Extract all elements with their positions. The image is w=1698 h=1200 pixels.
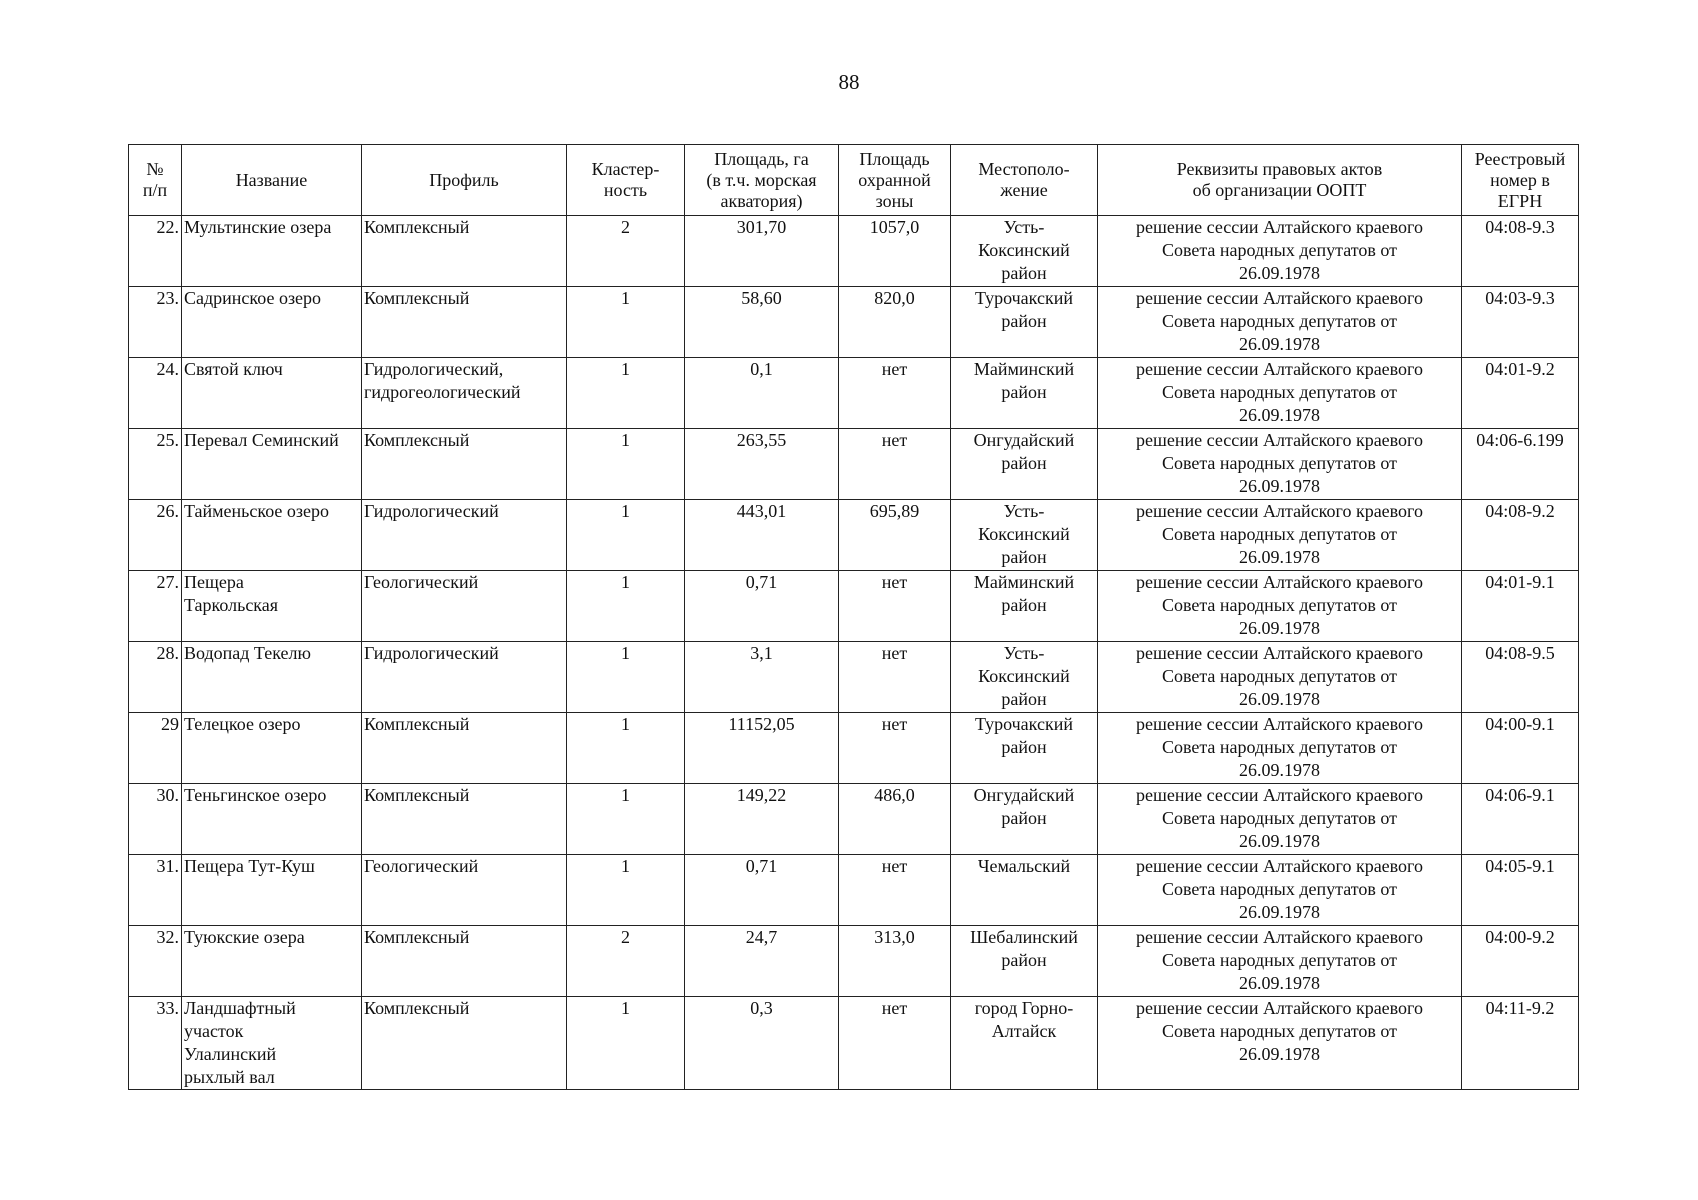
cell-profile-line: Гидрологический: [364, 643, 499, 663]
cell-name-line: Мультинские озера: [184, 217, 332, 237]
header-line: номер в: [1490, 169, 1550, 190]
cell-name-line: участок: [184, 1021, 244, 1041]
cell-name: [182, 287, 362, 358]
cell-profile-line: Комплексный: [364, 430, 470, 450]
cell-location-line: район: [1001, 453, 1047, 473]
cell-acts-line: Совета народных депутатов от: [1161, 1021, 1398, 1041]
header-line: охранной: [858, 169, 931, 190]
cell-profile: [362, 855, 567, 926]
cell-acts-line: решение сессии Алтайского краевого: [1136, 643, 1423, 663]
cell-acts-line: Совета народных депутатов от: [1161, 240, 1398, 260]
table-row: [129, 429, 1579, 500]
cell-acts: [1098, 997, 1462, 1090]
cell-acts-line: решение сессии Алтайского краевого: [1136, 430, 1423, 450]
cell-acts-line: решение сессии Алтайского краевого: [1136, 785, 1423, 805]
cell-cluster: 1: [567, 713, 685, 784]
cell-num: 27.: [129, 571, 182, 642]
header-col-profile: [362, 145, 567, 216]
cell-acts-line: Совета народных депутатов от: [1161, 382, 1398, 402]
cell-zone: нет: [839, 713, 951, 784]
header-line: жение: [1000, 180, 1048, 200]
table-body: [129, 216, 1579, 1090]
cell-acts: [1098, 358, 1462, 429]
header-line: Площадь: [859, 148, 930, 169]
cell-cluster: 1: [567, 358, 685, 429]
cell-cluster: 1: [567, 571, 685, 642]
cell-location: [951, 713, 1098, 784]
cell-acts-line: 26.09.1978: [1239, 831, 1320, 851]
cell-location: [951, 997, 1098, 1090]
cell-name-line: Ландшафтный: [184, 998, 296, 1018]
cell-registry: 04:11-9.2: [1462, 997, 1579, 1090]
cell-registry: 04:06-9.1: [1462, 784, 1579, 855]
table-row: [129, 713, 1579, 784]
cell-location: [951, 358, 1098, 429]
header-line: Название: [235, 169, 308, 190]
cell-location: [951, 642, 1098, 713]
cell-name-line: Перевал Семинский: [184, 430, 339, 450]
cell-location-line: Усть-: [1003, 217, 1045, 237]
cell-area: 301,70: [685, 216, 839, 287]
cell-acts-line: решение сессии Алтайского краевого: [1136, 927, 1423, 947]
cell-acts: [1098, 642, 1462, 713]
cell-registry: 04:06-6.199: [1462, 429, 1579, 500]
header-line: Реквизиты правовых актов: [1176, 159, 1383, 179]
cell-profile: [362, 713, 567, 784]
cell-num: 25.: [129, 429, 182, 500]
cell-num: 32.: [129, 926, 182, 997]
cell-registry: 04:05-9.1: [1462, 855, 1579, 926]
cell-profile-line: Комплексный: [364, 998, 470, 1018]
cell-acts: [1098, 713, 1462, 784]
cell-area: 58,60: [685, 287, 839, 358]
cell-location-line: Коксинский: [978, 666, 1070, 686]
header-col-registry: [1462, 145, 1579, 216]
cell-location: [951, 855, 1098, 926]
cell-acts-line: 26.09.1978: [1239, 476, 1320, 496]
cell-cluster: 1: [567, 642, 685, 713]
table-row: [129, 358, 1579, 429]
header-row: [129, 145, 1579, 216]
cell-registry: 04:00-9.2: [1462, 926, 1579, 997]
cell-name: [182, 429, 362, 500]
cell-cluster: 1: [567, 997, 685, 1090]
header-line: п/п: [142, 180, 168, 200]
cell-registry: 04:08-9.5: [1462, 642, 1579, 713]
cell-acts-line: Совета народных депутатов от: [1161, 666, 1398, 686]
cell-acts-line: 26.09.1978: [1239, 547, 1320, 567]
cell-area: 0,71: [685, 571, 839, 642]
cell-num: 23.: [129, 287, 182, 358]
cell-name: [182, 571, 362, 642]
cell-name-line: Пещера Тут-Куш: [184, 856, 315, 876]
cell-acts-line: решение сессии Алтайского краевого: [1136, 288, 1423, 308]
table-row: [129, 571, 1579, 642]
header-line: зоны: [875, 190, 914, 211]
cell-profile-line: гидрогеологический: [364, 382, 521, 402]
cell-name-line: Телецкое озеро: [184, 714, 301, 734]
cell-name-line: Тайменьское озеро: [184, 501, 330, 521]
cell-profile-line: Комплексный: [364, 714, 470, 734]
cell-area: 3,1: [685, 642, 839, 713]
cell-location-line: Майминский: [973, 572, 1075, 592]
header-col-zone: [839, 145, 951, 216]
cell-location-line: Коксинский: [978, 524, 1070, 544]
cell-profile: [362, 358, 567, 429]
cell-profile: [362, 571, 567, 642]
cell-location-line: район: [1001, 595, 1047, 615]
header-line: ность: [603, 180, 648, 200]
cell-acts: [1098, 287, 1462, 358]
header-line: №: [146, 159, 164, 179]
cell-name-line: Святой ключ: [184, 359, 283, 379]
cell-profile: [362, 500, 567, 571]
cell-acts-line: 26.09.1978: [1239, 618, 1320, 638]
cell-acts-line: 26.09.1978: [1239, 973, 1320, 993]
cell-cluster: 1: [567, 287, 685, 358]
cell-acts-line: 26.09.1978: [1239, 689, 1320, 709]
cell-acts-line: 26.09.1978: [1239, 263, 1320, 283]
cell-zone: 820,0: [839, 287, 951, 358]
cell-name-line: Туюкские озера: [184, 927, 305, 947]
cell-location-line: Онгудайский: [973, 785, 1075, 805]
cell-name-line: Улалинский: [184, 1044, 277, 1064]
cell-name: [182, 997, 362, 1090]
cell-name: [182, 713, 362, 784]
header-line: Площадь, га: [714, 148, 809, 169]
cell-num: 33.: [129, 997, 182, 1090]
cell-location-line: Усть-: [1003, 501, 1045, 521]
cell-area: 24,7: [685, 926, 839, 997]
cell-profile: [362, 287, 567, 358]
cell-acts-line: решение сессии Алтайского краевого: [1136, 572, 1423, 592]
cell-location-line: район: [1001, 808, 1047, 828]
header-line: Реестровый: [1474, 148, 1566, 169]
cell-location: [951, 216, 1098, 287]
header-line: Профиль: [429, 169, 499, 190]
table-row: [129, 500, 1579, 571]
cell-profile: [362, 429, 567, 500]
cell-name: [182, 784, 362, 855]
cell-acts-line: Совета народных депутатов от: [1161, 879, 1398, 899]
table-row: [129, 926, 1579, 997]
cell-profile: [362, 926, 567, 997]
cell-acts-line: решение сессии Алтайского краевого: [1136, 714, 1423, 734]
cell-name-line: Садринское озеро: [184, 288, 322, 308]
cell-acts: [1098, 571, 1462, 642]
cell-location-line: район: [1001, 950, 1047, 970]
cell-name-line: рыхлый вал: [184, 1067, 275, 1087]
cell-num: 31.: [129, 855, 182, 926]
header-line: ЕГРН: [1497, 190, 1543, 211]
cell-num: 26.: [129, 500, 182, 571]
cell-location: [951, 500, 1098, 571]
cell-name: [182, 642, 362, 713]
cell-acts-line: 26.09.1978: [1239, 334, 1320, 354]
cell-area: 149,22: [685, 784, 839, 855]
cell-acts-line: Совета народных депутатов от: [1161, 453, 1398, 473]
cell-area: 11152,05: [685, 713, 839, 784]
cell-acts: [1098, 429, 1462, 500]
cell-acts-line: 26.09.1978: [1239, 1044, 1320, 1064]
cell-location-line: район: [1001, 311, 1047, 331]
cell-area: 0,71: [685, 855, 839, 926]
cell-acts-line: Совета народных депутатов от: [1161, 311, 1398, 331]
cell-acts: [1098, 500, 1462, 571]
cell-acts: [1098, 855, 1462, 926]
cell-zone: нет: [839, 429, 951, 500]
table-row: [129, 997, 1579, 1090]
cell-zone: нет: [839, 358, 951, 429]
cell-acts-line: Совета народных депутатов от: [1161, 595, 1398, 615]
header-line: об организации ООПТ: [1192, 180, 1367, 200]
cell-zone: нет: [839, 855, 951, 926]
cell-num: 22.: [129, 216, 182, 287]
cell-location: [951, 429, 1098, 500]
cell-acts-line: решение сессии Алтайского краевого: [1136, 998, 1423, 1018]
cell-name: [182, 500, 362, 571]
header-col-name: [182, 145, 362, 216]
cell-zone: 486,0: [839, 784, 951, 855]
cell-location-line: Шебалинский: [970, 927, 1078, 947]
cell-area: 0,1: [685, 358, 839, 429]
page-number: 88: [838, 70, 860, 94]
cell-acts-line: 26.09.1978: [1239, 760, 1320, 780]
cell-cluster: 1: [567, 784, 685, 855]
cell-name: [182, 855, 362, 926]
table-row: [129, 784, 1579, 855]
cell-cluster: 1: [567, 429, 685, 500]
table-header: [129, 145, 1579, 216]
cell-registry: 04:00-9.1: [1462, 713, 1579, 784]
cell-location-line: район: [1001, 547, 1047, 567]
cell-profile: [362, 997, 567, 1090]
cell-location-line: Чемальский: [977, 856, 1071, 876]
table-row: [129, 287, 1579, 358]
header-line: Кластер-: [591, 159, 660, 179]
cell-acts-line: Совета народных депутатов от: [1161, 808, 1398, 828]
cell-acts-line: решение сессии Алтайского краевого: [1136, 359, 1423, 379]
cell-registry: 04:08-9.3: [1462, 216, 1579, 287]
cell-profile-line: Комплексный: [364, 217, 470, 237]
cell-zone: нет: [839, 571, 951, 642]
cell-name: [182, 216, 362, 287]
cell-cluster: 2: [567, 216, 685, 287]
header-line: (в т.ч. морская: [706, 169, 817, 190]
cell-zone: 313,0: [839, 926, 951, 997]
cell-location-line: район: [1001, 737, 1047, 757]
cell-cluster: 2: [567, 926, 685, 997]
cell-name-line: Теньгинское озеро: [184, 785, 327, 805]
cell-location-line: Коксинский: [978, 240, 1070, 260]
cell-profile: [362, 784, 567, 855]
cell-acts-line: Совета народных депутатов от: [1161, 524, 1398, 544]
cell-acts-line: 26.09.1978: [1239, 405, 1320, 425]
cell-name-line: Пещера: [184, 572, 244, 592]
cell-zone: 695,89: [839, 500, 951, 571]
protected-areas-table: [128, 144, 1579, 1090]
header-col-location: [951, 145, 1098, 216]
cell-acts-line: 26.09.1978: [1239, 902, 1320, 922]
header-col-acts: [1098, 145, 1462, 216]
cell-acts-line: Совета народных депутатов от: [1161, 950, 1398, 970]
cell-acts-line: решение сессии Алтайского краевого: [1136, 217, 1423, 237]
cell-area: 443,01: [685, 500, 839, 571]
cell-profile-line: Комплексный: [364, 785, 470, 805]
cell-profile: [362, 642, 567, 713]
cell-area: 263,55: [685, 429, 839, 500]
cell-profile-line: Комплексный: [364, 288, 470, 308]
cell-profile-line: Геологический: [364, 572, 479, 592]
cell-location: [951, 571, 1098, 642]
cell-profile-line: Комплексный: [364, 927, 470, 947]
cell-registry: 04:08-9.2: [1462, 500, 1579, 571]
cell-location-line: Турочакский: [975, 288, 1073, 308]
cell-acts-line: решение сессии Алтайского краевого: [1136, 856, 1423, 876]
cell-name: [182, 926, 362, 997]
cell-location-line: район: [1001, 263, 1047, 283]
table-row: [129, 216, 1579, 287]
header-col-num: [129, 145, 182, 216]
cell-name-line: Таркольская: [184, 595, 279, 615]
cell-acts-line: Совета народных депутатов от: [1161, 737, 1398, 757]
cell-acts: [1098, 926, 1462, 997]
cell-location-line: Онгудайский: [973, 430, 1075, 450]
header-line: акватория): [720, 190, 803, 211]
cell-name: [182, 358, 362, 429]
cell-registry: 04:03-9.3: [1462, 287, 1579, 358]
cell-acts: [1098, 216, 1462, 287]
cell-num: 24.: [129, 358, 182, 429]
cell-location: [951, 784, 1098, 855]
cell-area: 0,3: [685, 997, 839, 1090]
cell-profile: [362, 216, 567, 287]
cell-location-line: Усть-: [1003, 643, 1045, 663]
cell-cluster: 1: [567, 855, 685, 926]
cell-location: [951, 926, 1098, 997]
cell-profile-line: Гидрологический: [364, 501, 499, 521]
cell-location-line: город Горно-: [974, 998, 1074, 1018]
cell-registry: 04:01-9.1: [1462, 571, 1579, 642]
cell-location: [951, 287, 1098, 358]
cell-zone: нет: [839, 997, 951, 1090]
header-line: Местополо-: [978, 159, 1070, 179]
table-row: [129, 642, 1579, 713]
cell-cluster: 1: [567, 500, 685, 571]
cell-num: 29: [129, 713, 182, 784]
cell-location-line: Алтайск: [991, 1021, 1057, 1041]
cell-registry: 04:01-9.2: [1462, 358, 1579, 429]
cell-acts: [1098, 784, 1462, 855]
cell-profile-line: Гидрологический,: [364, 359, 504, 379]
cell-location-line: Майминский: [973, 359, 1075, 379]
cell-zone: 1057,0: [839, 216, 951, 287]
cell-location-line: район: [1001, 382, 1047, 402]
cell-num: 30.: [129, 784, 182, 855]
cell-acts-line: решение сессии Алтайского краевого: [1136, 501, 1423, 521]
cell-name-line: Водопад Текелю: [184, 643, 311, 663]
cell-num: 28.: [129, 642, 182, 713]
cell-zone: нет: [839, 642, 951, 713]
table-row: [129, 855, 1579, 926]
cell-location-line: район: [1001, 689, 1047, 709]
header-col-area: [685, 145, 839, 216]
cell-location-line: Турочакский: [975, 714, 1073, 734]
cell-profile-line: Геологический: [364, 856, 479, 876]
header-col-cluster: [567, 145, 685, 216]
